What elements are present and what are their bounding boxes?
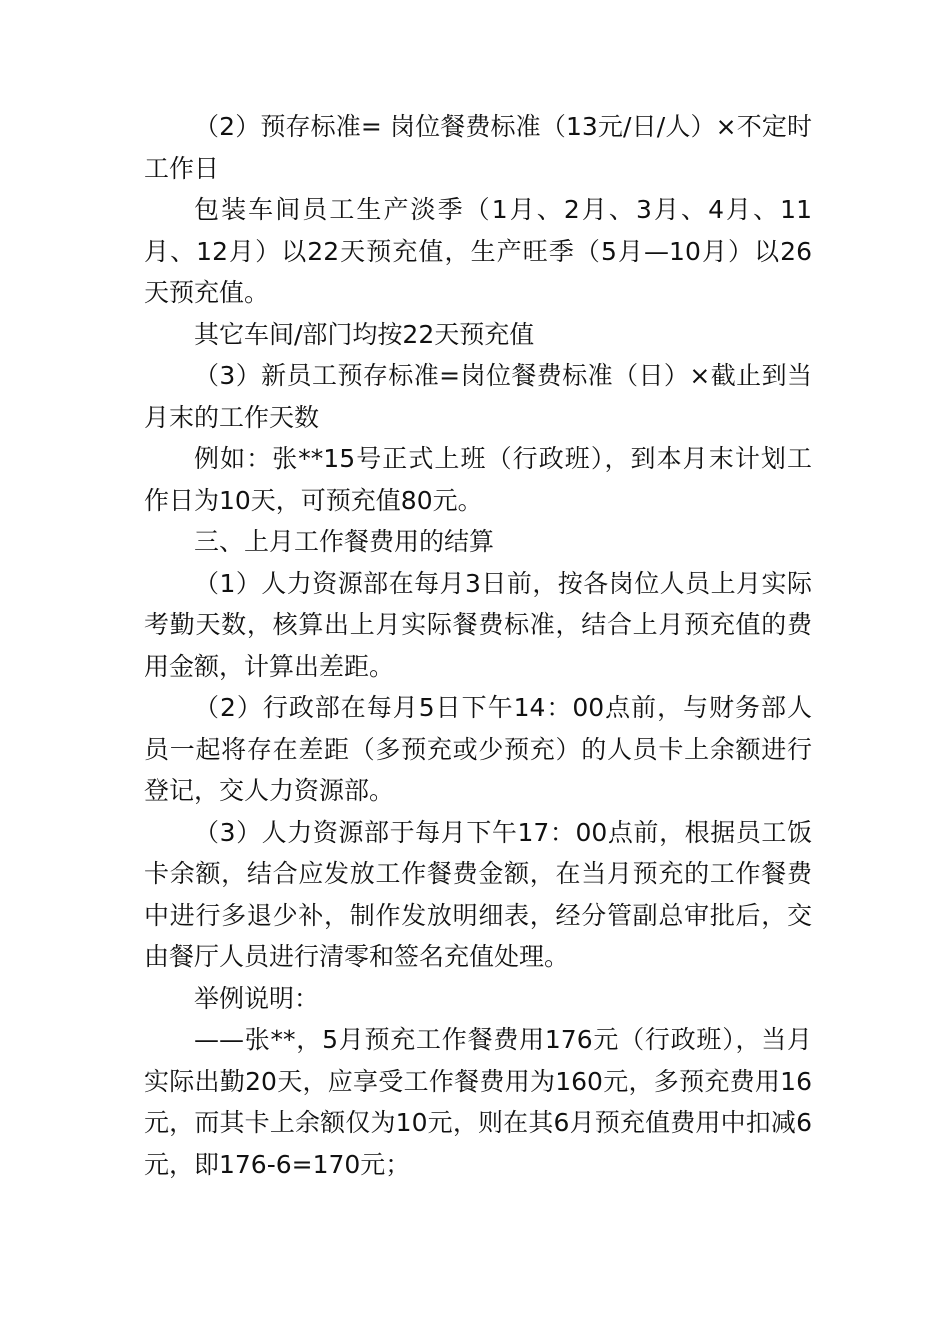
paragraph-other-departments: 其它车间/部门均按22天预充值 — [194, 319, 535, 349]
section-heading-settlement: 三、上月工作餐费用的结算 — [194, 527, 495, 556]
paragraph-hr-settlement: （3）人力资源部于每月下午17：00点前，根据员工饭卡余额，结合应发放工作餐费金额，在当月预充的工作餐费中进行多退少补，制作发放明细表，经分管副总审批后，交由餐厅人员进行清零和签名充值处理。 — [144, 817, 812, 971]
document-body — [144, 106, 812, 1185]
paragraph-packaging-workshop: 包装车间员工生产淡季（1月、2月、3月、4月、11月、12月）以22天预充值，生产旺季（5月—10月）以26天预充值。 — [144, 195, 812, 307]
paragraph-example-detail: ——张**，5月预充工作餐费用176元（行政班），当月实际出勤20天，应享受工作餐费用为160元，多预充费用16元，而其卡上余额仅为10元，则在其6月预充值费用中扣减6元，即176-6=170元； — [144, 1025, 812, 1179]
paragraph-example-heading: 举例说明： — [194, 983, 320, 1013]
paragraph-example-new-employee: 例如：张**15号正式上班（行政班），到本月末计划工作日为10天，可预充值80元。 — [144, 444, 812, 515]
paragraph-admin-registration: （2）行政部在每月5日下午14：00点前，与财务部人员一起将存在差距（多预充或少预充）的人员卡上余额进行登记，交人力资源部。 — [144, 693, 812, 805]
paragraph-hr-calculation: （1）人力资源部在每月3日前，按各岗位人员上月实际考勤天数，核算出上月实际餐费标准，结合上月预充值的费用金额，计算出差距。 — [144, 568, 812, 681]
paragraph-new-employee-standard: （3）新员工预存标准=岗位餐费标准（日）×截止到当月末的工作天数 — [144, 361, 812, 432]
paragraph-prestore-standard: （2）预存标准= 岗位餐费标准（13元/日/人）×不定时工作日 — [144, 112, 812, 183]
